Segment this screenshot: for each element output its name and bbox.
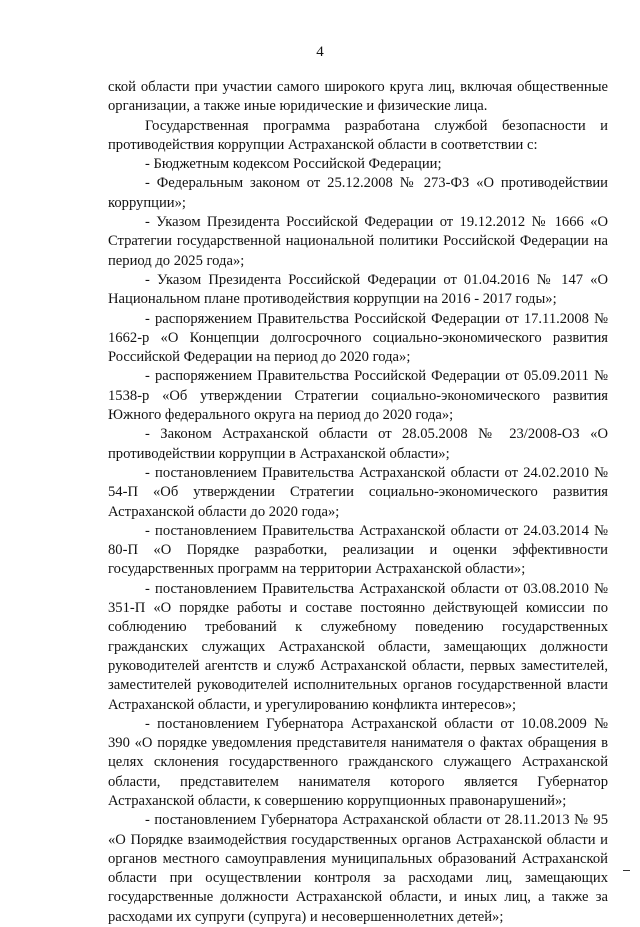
list-item-federal-law: - Федеральным законом от 25.12.2008 № 273-ФЗ «О противодействии коррупции»; [108,175,608,211]
scan-edge-mark [623,870,630,871]
list-item-decree-1666: - Указом Президента Российской Федерации от 19.12.2012 № 1666 «О Стратегии государственной национальной политики Российской Федерации на период до 2025 года»; [108,214,608,269]
list-item-governor-390: - постановлением Губернатора Астраханской области от 10.08.2009 № 390 «О порядке уведомления представителя нанимателя о фактах обращения в целях склонения государственного гражданского служащего Астраханской области, представителем нанимателя которого является Губернатор Астраханской области, к совершению коррупционных правонарушений»; [108,715,608,809]
list-item-resolution-54: - постановлением Правительства Астраханской области от 24.02.2010 № 54-П «Об утверждении Стратегии социально-экономического развития Астраханской области до 2020 года»; [108,464,608,520]
document-body [108,78,608,927]
paragraph-intro: Государственная программа разработана службой безопасности и противодействия коррупции Астраханской области в соответствии с: [108,117,608,153]
list-item-regional-law: - Законом Астраханской области от 28.05.2008 № 23/2008-ОЗ «О противодействии коррупции в Астраханской области»; [108,426,608,462]
list-item-decree-147: - Указом Президента Российской Федерации от 01.04.2016 № 147 «О Национальном плане противодействия коррупции на 2016 - 2017 годы»; [108,271,608,308]
paragraph-continuation: ской области при участии самого широкого круга лиц, включая общественные организации, а также иные юридические и физические лица. [108,79,608,115]
list-item-resolution-80: - постановлением Правительства Астраханской области от 24.03.2014 № 80-П «О Порядке разработки, реализации и оценки эффективности государственных программ на территории Астраханской области»; [108,522,608,578]
list-item-budget-code: - Бюджетным кодексом Российской Федерации; [145,156,442,173]
list-item-order-1538: - распоряжением Правительства Российской Федерации от 05.09.2011 № 1538-р «Об утверждении Стратегии социально-экономического развития Южного федерального округа на период до 2020 года»; [108,368,608,424]
list-item-order-1662: - распоряжением Правительства Российской Федерации от 17.11.2008 № 1662-р «О Концепции долгосрочного социально-экономического развития Российской Федерации на период до 2020 года»; [108,310,608,366]
page-number: 4 [316,44,324,60]
list-item-resolution-351: - постановлением Правительства Астраханской области от 03.08.2010 № 351-П «О порядке работы и составе постоянно действующей комиссии по соблюдению требований к служебному поведению государственных гражданских служащих Астраханской области, замещающих должности руководителей агентств и служб Астраханской области, первых заместителей, заместителей руководителей исполнительных органов государственной власти Астраханской области, и урегулированию конфликта интересов»; [108,580,608,713]
list-item-governor-95: - постановлением Губернатора Астраханской области от 28.11.2013 № 95 «О Порядке взаимодействия государственных органов Астраханской области и органов местного самоуправления муниципальных образований Астраханской области при осуществлении контроля за расходами лиц, замещающих государственные должности Астраханской области, и иных лиц, а также за расходами их супруги (супруга) и несовершеннолетних детей»; [108,812,608,925]
